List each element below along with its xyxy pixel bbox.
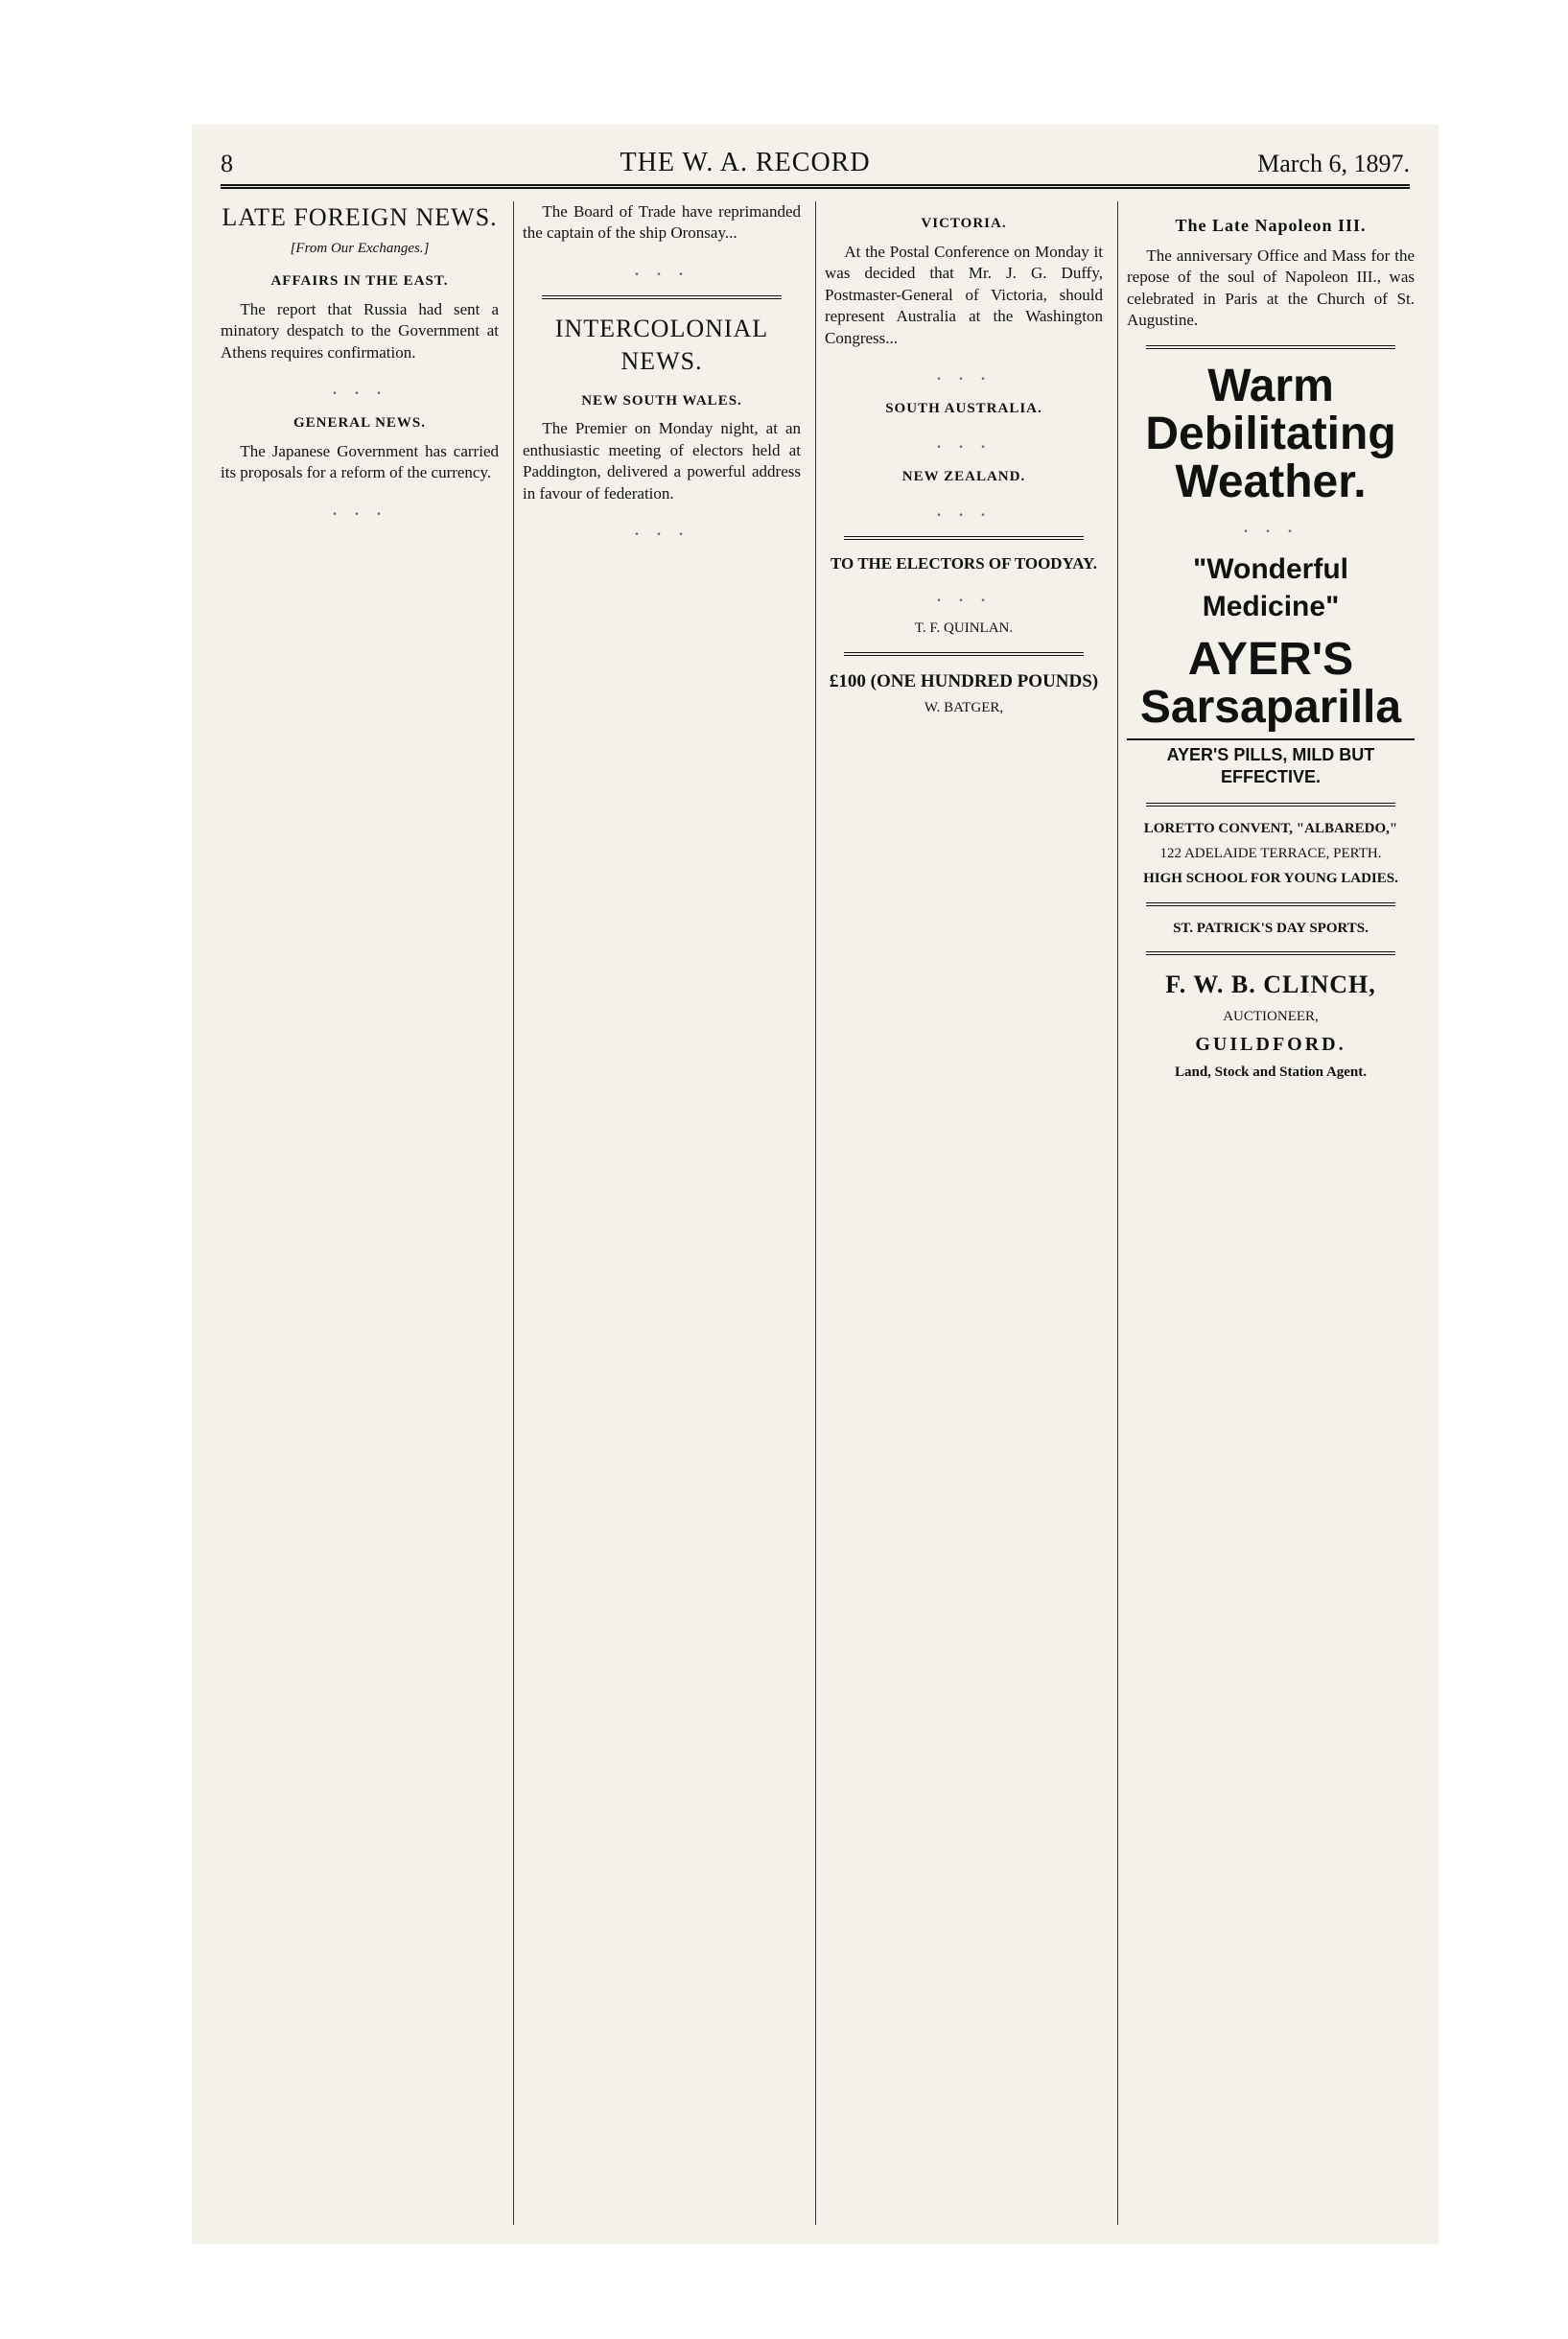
page-header — [221, 134, 1410, 189]
column-4 — [1127, 201, 1415, 2225]
ad-brand: AYER'S Sarsaparilla — [1139, 633, 1402, 734]
issue-date: March 6, 1897. — [1257, 150, 1410, 177]
article-lead: The Board of Trade have reprimanded the captain of the ship Oronsay... — [523, 202, 801, 243]
separator — [1146, 803, 1395, 807]
subheading: AFFAIRS IN THE EAST. — [270, 273, 449, 290]
auctioneer-name: F. W. B. CLINCH, — [1165, 971, 1376, 999]
ad-medicine: "Wonderful Medicine" — [1193, 552, 1348, 623]
omission-marker: . . . — [634, 516, 690, 541]
article-lead: The anniversary Office and Mass for the repose of the soul of Napoleon III., was celebrated in Paris at the Church of St. Augustine. — [1127, 246, 1415, 330]
subheading: VICTORIA. — [921, 216, 1007, 231]
separator — [844, 536, 1084, 540]
article-lead: The Premier on Monday night, at an enthusiastic meeting of electors held at Paddington, delivered a powerful address in favour of federation. — [523, 419, 801, 503]
separator — [844, 652, 1084, 656]
ad-headline: Warm Debilitating Weather. — [1145, 360, 1396, 508]
article-lead: At the Postal Conference on Monday it was decided that Mr. J. G. Duffy, Postmaster-General of Victoria, should represent Australia at the Washington Congress... — [825, 242, 1103, 347]
convent-name: LORETTO CONVENT, "ALBAREDO," — [1143, 821, 1398, 837]
subheading: NEW SOUTH WALES. — [581, 392, 742, 409]
article-lead: The Japanese Government has carried its proposals for a reform of the currency. — [221, 442, 499, 482]
separator — [542, 295, 782, 299]
auctioneer-town: GUILDFORD. — [1195, 1034, 1346, 1056]
subheading: SOUTH AUSTRALIA. — [885, 401, 1042, 417]
separator — [1146, 951, 1395, 955]
reward-signature: W. BATGER, — [924, 700, 1004, 716]
subheading: GENERAL NEWS. — [293, 415, 427, 432]
section-heading: INTERCOLONIAL NEWS. — [554, 314, 769, 376]
separator — [1146, 345, 1395, 349]
newspaper-page — [192, 125, 1439, 2244]
omission-marker: . . . — [634, 255, 690, 280]
article-lead: The report that Russia had sent a minatory despatch to the Government at Athens requires confirmation. — [221, 299, 499, 362]
auctioneer-line: Land, Stock and Station Agent. — [1174, 1064, 1368, 1080]
page-number: 8 — [221, 150, 233, 177]
section-heading: LATE FOREIGN NEWS. — [222, 203, 498, 231]
column-rule — [815, 201, 816, 2225]
column-1 — [221, 201, 499, 2225]
notice-signature: T. F. QUINLAN. — [914, 620, 1014, 637]
column-rule — [1117, 201, 1118, 2225]
subheading: The Late Napoleon III. — [1175, 216, 1367, 235]
subheading: NEW ZEALAND. — [901, 468, 1026, 484]
convent-address: 122 ADELAIDE TERRACE, PERTH. — [1159, 845, 1382, 861]
ayers-advertisement — [1127, 360, 1415, 790]
notice-heading: TO THE ELECTORS OF TOODYAY. — [831, 553, 1097, 573]
ad-tagline: AYER'S PILLS, MILD BUT EFFECTIVE. — [1127, 738, 1415, 790]
omission-marker: . . . — [936, 496, 992, 521]
column-3 — [825, 201, 1103, 2225]
separator — [1146, 902, 1395, 906]
omission-marker: . . . — [936, 428, 992, 453]
masthead-title: THE W. A. RECORD — [620, 148, 871, 177]
omission-marker: . . . — [936, 582, 992, 607]
auctioneer-role: AUCTIONEER, — [1223, 1008, 1319, 1024]
omission-marker: . . . — [936, 360, 992, 385]
column-2 — [523, 201, 801, 2225]
sports-notice: ST. PATRICK'S DAY SPORTS. — [1173, 920, 1369, 936]
convent-school: HIGH SCHOOL FOR YOUNG LADIES. — [1143, 870, 1398, 886]
omission-marker: . . . — [332, 495, 387, 520]
source-note: [From Our Exchanges.] — [290, 241, 430, 257]
column-rule — [513, 201, 514, 2225]
omission-marker: . . . — [1243, 512, 1299, 537]
reward-notice: £100 (ONE HUNDRED POUNDS) — [829, 670, 1099, 691]
omission-marker: . . . — [332, 375, 387, 400]
